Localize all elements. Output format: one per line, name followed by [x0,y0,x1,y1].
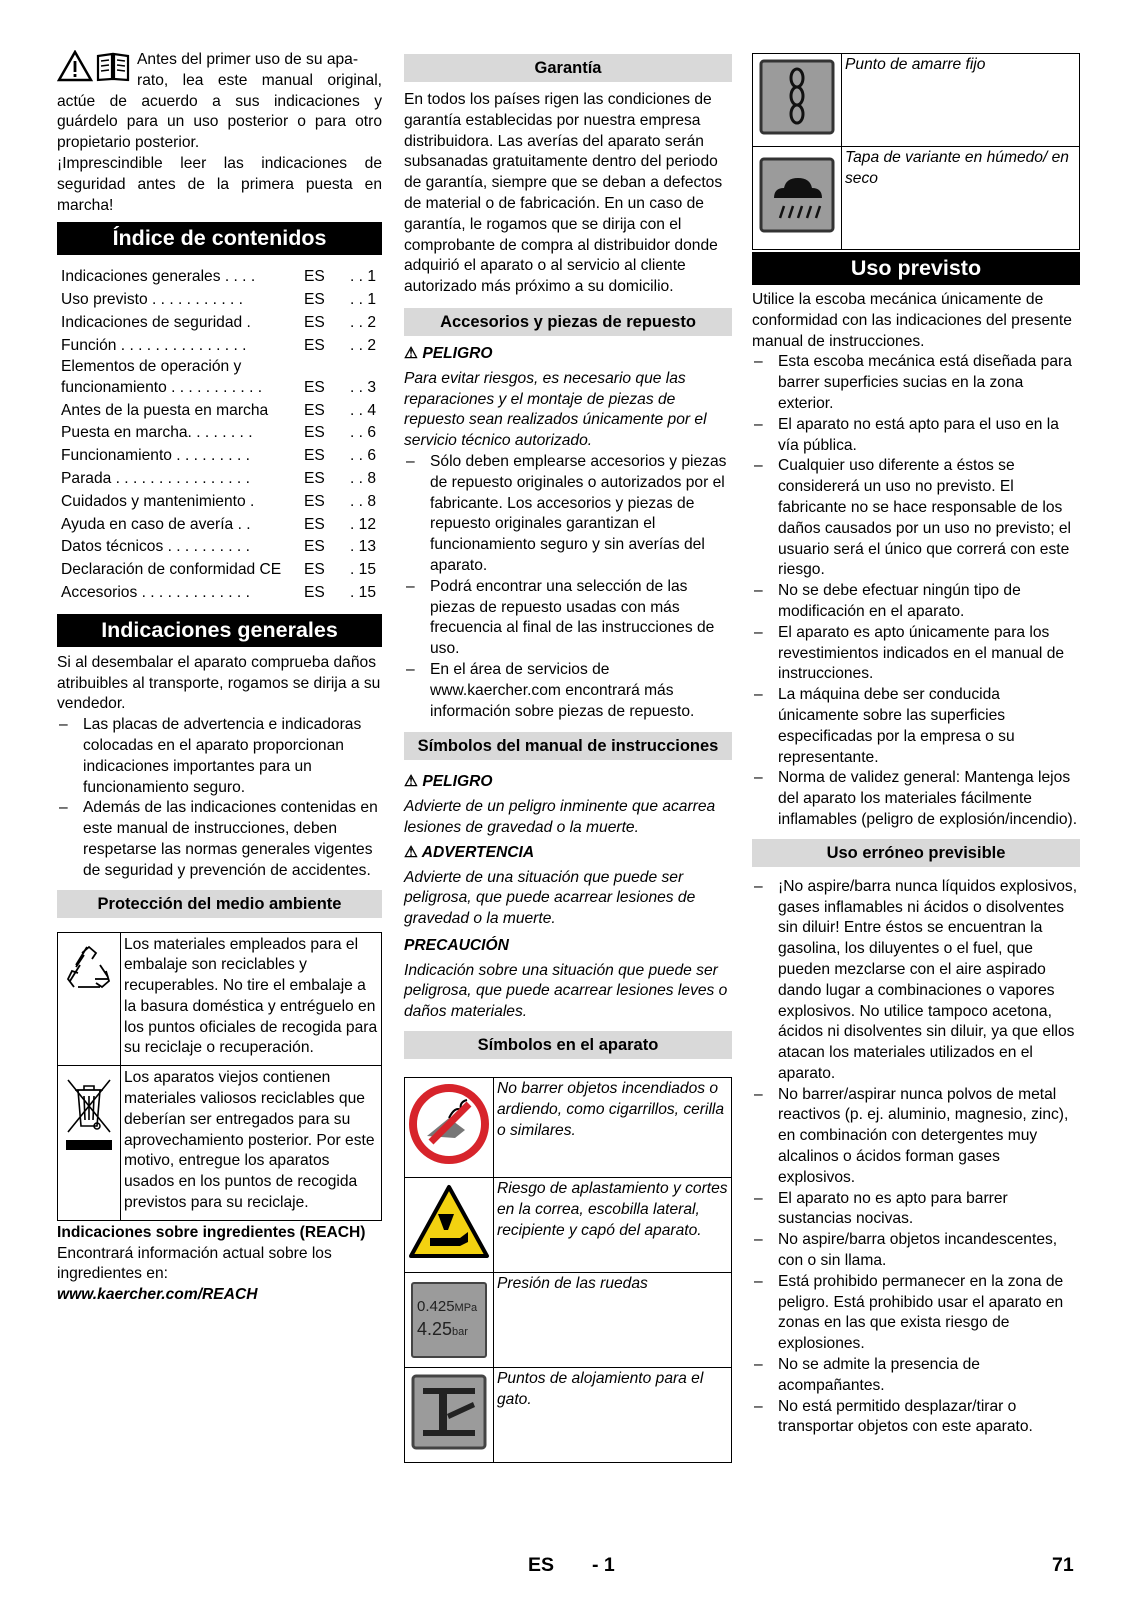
warranty-heading: Garantía [404,54,732,82]
intro-block [57,50,382,216]
list-item: – No se admite la presencia de acompañantes. [752,1355,1080,1397]
toc-entry-lang: ES [304,378,325,396]
device-symbol-row [753,147,1080,250]
device-symbols-table-2 [752,53,1080,250]
list-item: – Está prohibido permanecer en la zona de peligro. Está prohibido usar el aparato en zonas en las que exista riesgo de explosiones. [752,1272,1080,1355]
manual-symbols-heading: Símbolos del manual de instrucciones [404,732,732,760]
toc-entry-page: . . 1 [349,268,376,286]
list-item: – Además de las indicaciones contenidas en este manual de instrucciones, deben respetarse las normas generales vigentes de seguridad y prevención de accidentes. [57,798,382,881]
manual-danger-label: ⚠ PELIGRO [404,773,493,791]
toc-entry-page: . 15 [349,583,376,601]
toc-entry-lang: ES [304,313,325,331]
recycle-icon [62,943,116,997]
manual-warning-text: Advierte de una situación que puede ser peligrosa, que puede acarrear lesiones de gravedad o la muerte. [404,868,696,928]
list-item: – No se debe efectuar ningún tipo de modificación en el aparato. [752,581,1080,623]
tie-down-chain-icon-cell [753,54,842,147]
intended-use-intro: Utilice la escoba mecánica únicamente de conformidad con las indicaciones del presente manual de instrucciones. [752,291,1072,350]
toc-row[interactable] [57,467,382,490]
toc-entry-page: . . 3 [349,378,376,396]
toc-entry-lang: ES [304,538,325,556]
toc-entry-lang: ES [304,424,325,442]
toc-row[interactable] [57,265,382,288]
toc-entry-lang: ES [304,469,325,487]
crossed-bin-icon [62,1076,116,1156]
toc-heading: Índice de contenidos [57,222,382,255]
warning-triangle-icon: ⚠ [404,843,418,861]
tyre-pressure-icon: 0.425MPa 4.25bar [411,1282,487,1358]
toc-entry-page: . . 2 [349,336,376,354]
toc-entry-page: . . 6 [349,424,376,442]
device-symbol-row [753,54,1080,147]
toc-entry-name: Antes de la puesta en marcha [61,401,269,419]
toc-entry-lang: ES [304,268,325,286]
toc-entry-page: . 13 [349,538,376,556]
column-1 [57,50,382,1306]
accessories-list [404,452,732,722]
toc-entry-name: Elementos de operación y funcionamiento . . . . . . . . . . . [61,357,263,396]
jack-point-icon-cell [405,1368,494,1463]
manual-danger-text: Advierte de un peligro inminente que acarrea lesiones de gravedad o la muerte. [404,798,716,836]
device-symbol-row [405,1078,732,1178]
toc-row[interactable] [57,558,382,581]
footer-page-number: 71 [1052,1554,1074,1576]
toc-row[interactable] [57,311,382,334]
toc-entry-lang: ES [304,492,325,510]
toc-entry-name: Uso previsto . . . . . . . . . . . [61,291,243,309]
manual-book-icon [95,50,131,82]
list-item: – ¡No aspire/barra nunca líquidos explosivos, gases inflamables ni ácidos o disolventes sin diluir! Entre éstos se encuentran la gasolina, los diluyentes o el fuel, que pueden mezclarse con el aire aspirado dando lugar a combinaciones o vapores explosivos. No utilice tampoco acetona, ácidos ni disolventes sin diluir, ya que ellos atacan los materiales utilizados en el aparato. [752,877,1080,1085]
toc-entry-page: . 15 [349,561,376,579]
toc-entry-name: Ayuda en caso de avería . . [61,515,251,533]
toc-entry-page: . . 4 [349,401,376,419]
toc-entry-name: Función . . . . . . . . . . . . . . . [61,336,247,354]
accessories-danger-text: Para evitar riesgos, es necesario que las reparaciones y el montaje de piezas de repuesto sean realizados únicamente por el servicio técnico autorizado. [404,369,707,450]
toc-entry-name: Cuidados y mantenimiento . [61,492,255,510]
environment-row [58,932,382,1066]
list-item: – No está permitido desplazar/tirar o transportar objetos con este aparato. [752,1397,1080,1439]
manual-caution-label: PRECAUCIÓN [404,936,509,954]
toc-entry-lang: ES [304,401,325,419]
toc-entry-name: Indicaciones de seguridad . [61,313,251,331]
toc-entry-name: Parada . . . . . . . . . . . . . . . . [61,469,250,487]
toc-row[interactable] [57,513,382,536]
toc-entry-lang: ES [304,291,325,309]
toc-entry-name: Indicaciones generales . . . . [61,268,256,286]
crush-hazard-icon [408,1184,490,1260]
tie-down-chain-icon [758,58,836,136]
device-symbols-table [404,1077,732,1463]
danger-triangle-icon: ⚠ [404,344,418,362]
device-symbol-text-5: Punto de amarre fijo [842,54,1080,147]
device-symbol-row [405,1273,732,1368]
jack-point-icon [411,1374,487,1450]
list-item: – Norma de validez general: Mantenga lejos del aparato los materiales fácilmente inflamables (peligro de explosión/incendio). [752,768,1080,830]
environment-text-2: Los aparatos viejos contienen materiales valiosos reciclables que deberían ser entregados para su aprovechamiento posterior. Por este motivo, entregue los aparatos usados en los puntos de recogida previstos para su reciclaje. [121,1066,382,1221]
crush-hazard-icon-cell [405,1178,494,1273]
device-symbol-text-1: No barrer objetos incendiados o ardiendo, como cigarrillos, cerilla o similares. [494,1078,732,1178]
toc-row[interactable] [57,399,382,422]
list-item: – No barrer/aspirar nunca polvos de metal reactivos (p. ej. aluminio, magnesio, zinc), en combinación con detergentes muy alcalinos o ácidos forman gases explosivos. [752,1085,1080,1189]
misuse-heading: Uso erróneo previsible [752,839,1080,867]
intended-use-heading: Uso previsto [752,252,1080,285]
device-symbol-text-4: Puntos de alojamiento para el gato. [494,1368,732,1463]
toc-entry-name: Declaración de conformidad CE [61,561,282,579]
manual-caution-text: Indicación sobre una situación que puede ser peligrosa, que puede acarrear lesiones leves o daños materiales. [404,961,728,1021]
toc-entry-lang: ES [304,583,325,601]
footer-lang: ES [528,1554,555,1576]
toc-entry-page: . . 2 [349,313,376,331]
toc-row[interactable] [57,535,382,558]
list-item: – Las placas de advertencia e indicadoras colocadas en el aparato proporcionan indicaciones importantes para un funcionamiento seguro. [57,715,382,798]
intended-use-list [752,352,1080,830]
toc-entry-name: Puesta en marcha. . . . . . . . [61,424,253,442]
warning-triangle-icon [57,50,93,82]
reach-title: Indicaciones sobre ingredientes (REACH) [57,1223,366,1241]
toc-row[interactable] [57,490,382,513]
toc-entry-lang: ES [304,515,325,533]
toc-row[interactable] [57,421,382,444]
warranty-text: En todos los países rigen las condiciones de garantía establecidas por nuestra empresa distribuidora. Las averías del aparato serán subsanadas gratuitamente dentro del periodo de garantía, siempre que se deban a defectos de material o de fabricación. En un caso de garantía, le rogamos que se dirija con el comprobante de compra al distribuidor donde adquirió el aparato o al servicio al cliente autorizado más próximo a su domicilio. [404,91,723,296]
no-burning-objects-icon [409,1084,489,1164]
environment-heading: Protección del medio ambiente [57,890,382,918]
general-heading: Indicaciones generales [57,614,382,647]
no-burning-objects-icon-cell [405,1078,494,1178]
environment-table [57,932,382,1221]
intro-text-3: ¡Imprescindible leer las indicaciones de seguridad antes de la primera puesta en marcha! [57,154,382,214]
toc-entry-page: . 12 [349,515,376,533]
device-symbol-row [405,1178,732,1273]
tyre-pressure-icon-cell [405,1273,494,1368]
device-symbols-heading: Símbolos en el aparato [404,1031,732,1059]
list-item: – El aparato no es apto para barrer sustancias nocivas. [752,1189,1080,1231]
toc-entry-lang: ES [304,336,325,354]
toc-row[interactable] [57,334,382,357]
toc-entry-lang: ES [304,561,325,579]
list-item: – Podrá encontrar una selección de las piezas de repuesto usadas con más frecuencia al final de las instrucciones de uso. [404,577,732,660]
list-item: – En el área de servicios de www.kaercher.com encontrará más información sobre piezas de repuesto. [404,660,732,722]
environment-row [58,1066,382,1221]
toc-row[interactable] [57,581,382,604]
toc-entry-lang: ES [304,447,325,465]
toc-entry-page: . . 8 [349,469,376,487]
wet-dry-flap-icon-cell [753,147,842,250]
general-list [57,715,382,881]
warning-manual-icons [57,50,131,90]
list-item: – La máquina debe ser conducida únicamente sobre las superficies especificadas por la empresa o su representante. [752,685,1080,768]
danger-triangle-icon: ⚠ [404,773,418,791]
manual-warning-label: ⚠ ADVERTENCIA [404,843,535,861]
list-item: – El aparato no está apto para el uso en la vía pública. [752,415,1080,457]
toc-row[interactable] [57,357,382,399]
toc-entry-name: Datos técnicos . . . . . . . . . . [61,538,250,556]
column-3 [752,53,1080,1438]
table-of-contents [57,265,382,603]
reach-text: Encontrará información actual sobre los ingredientes en: [57,1244,332,1283]
device-symbol-row [405,1368,732,1463]
device-symbol-text-6: Tapa de variante en húmedo/ en seco [842,147,1080,250]
reach-link[interactable]: www.kaercher.com/REACH [57,1286,258,1304]
column-2 [404,54,732,1463]
list-item: – El aparato es apto únicamente para los revestimientos indicados en el manual de instrucciones. [752,623,1080,685]
general-intro: Si al desembalar el aparato comprueba daños atribuibles al transporte, rogamos se dirija a su vendedor. [57,653,381,713]
recycle-icon-cell [58,932,121,1066]
list-item: – Sólo deben emplearse accesorios y piezas de repuesto originales o autorizados por el fabricante. Los accesorios y piezas de repuesto originales garantizan el funcionamiento seguro y sin averías del aparato. [404,452,732,577]
list-item: – Cualquier uso diferente a éstos se considererá un uso no previsto. El fabricante no se hace responsable de los daños causados por un uso no previsto; el usuario será el único que correrá con este riesgo. [752,456,1080,581]
accessories-heading: Accesorios y piezas de repuesto [404,308,732,336]
toc-row[interactable] [57,444,382,467]
list-item: – No aspire/barra objetos incandescentes, con o sin llama. [752,1230,1080,1272]
crossed-bin-icon-cell [58,1066,121,1221]
toc-entry-name: Accesorios . . . . . . . . . . . . . [61,583,250,601]
accessories-danger-label: ⚠ PELIGRO [404,344,493,362]
device-symbol-text-3: Presión de las ruedas [494,1273,732,1368]
toc-row[interactable] [57,288,382,311]
toc-entry-page: . . 6 [349,447,376,465]
toc-entry-page: . . 8 [349,492,376,510]
misuse-list [752,877,1080,1439]
list-item: – Esta escoba mecánica está diseñada para barrer superficies sucias en la zona exterior. [752,352,1080,414]
environment-text-1: Los materiales empleados para el embalaje son reciclables y recuperables. No tire el embalaje a la basura doméstica y entréguelo en los puntos oficiales de recogida para su reciclaje o recuperación. [121,932,382,1066]
footer-page-marker: - 1 [592,1554,615,1576]
wet-dry-flap-icon [758,156,836,234]
intro-text-2: rato, lea este manual original, actúe de acuerdo a sus indicaciones y guárdelo para un uso posterior o para otro propietario posterior. [57,71,382,152]
toc-entry-page: . . 1 [349,291,376,309]
intro-text-1: Antes del primer uso de su apa- [137,51,359,68]
toc-entry-name: Funcionamiento . . . . . . . . . [61,447,250,465]
device-symbol-text-2: Riesgo de aplastamiento y cortes en la correa, escobilla lateral, recipiente y capó del aparato. [494,1178,732,1273]
